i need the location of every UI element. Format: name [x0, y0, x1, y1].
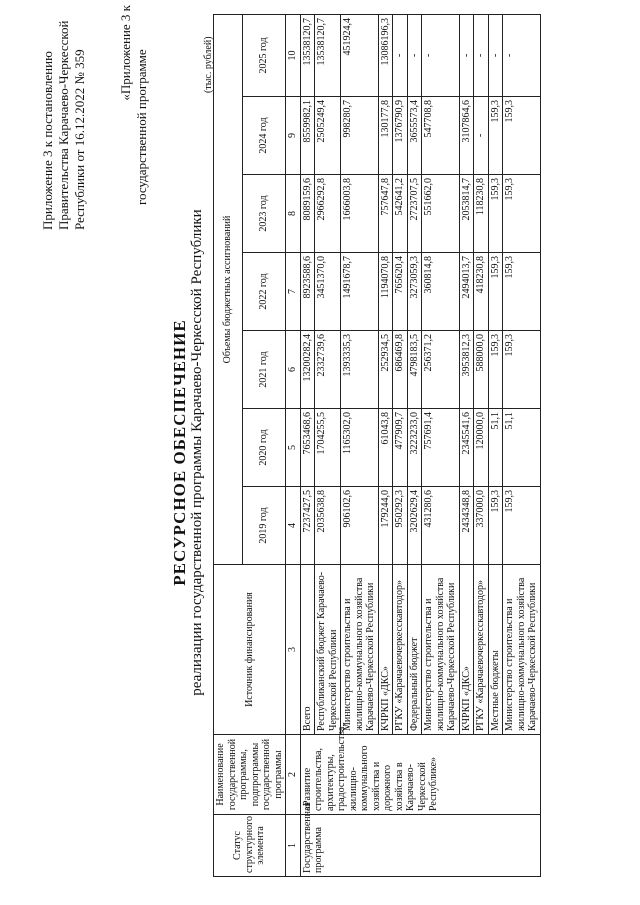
value-cell: 950292,3 — [393, 487, 408, 565]
value-cell: 3202629,4 — [407, 487, 422, 565]
source-cell: Министерство строительства и жилищно-коммунального хозяйства Карачаево-Черкесской Республики — [341, 565, 379, 735]
value-cell: 2723707,5 — [407, 175, 422, 253]
value-cell: - — [474, 14, 489, 96]
value-cell: 1194070,8 — [378, 253, 393, 331]
program-name-cell: «Развитие строительства, архитектуры, градостроительства, жилищно-коммунального хозяйства и дорожного хозяйства в Карачаево-Черкесской Республике» — [300, 735, 540, 815]
value-cell: 3273059,3 — [407, 253, 422, 331]
value-cell: 2035638,8 — [315, 487, 341, 565]
value-cell: 542641,2 — [393, 175, 408, 253]
appendix-ref-line: «Приложение 3 к — [118, 5, 133, 101]
source-cell: Всего — [300, 565, 315, 735]
header-volumes: Объемы бюджетных ассигнований — [214, 14, 243, 564]
value-cell: 130177,8 — [378, 97, 393, 175]
value-cell: 588000,0 — [474, 331, 489, 409]
value-cell: 13538120,7 — [315, 14, 341, 96]
source-cell: Министерство строительства и жилищно-коммунального хозяйства Карачаево-Черкесской Республики — [503, 565, 541, 735]
source-cell: КЧРКП «ДКС» — [378, 565, 393, 735]
column-number: 7 — [286, 253, 301, 331]
value-cell: 1704255,5 — [315, 409, 341, 487]
value-cell: 1376790,9 — [393, 97, 408, 175]
year-header: 2020 год — [243, 409, 286, 487]
resource-table — [213, 14, 541, 877]
year-header: 2023 год — [243, 175, 286, 253]
value-cell: 51,1 — [503, 409, 541, 487]
value-cell: 8089159,6 — [300, 175, 315, 253]
value-cell: 431280,6 — [422, 487, 460, 565]
value-cell: 3451370,0 — [315, 253, 341, 331]
value-cell: - — [422, 14, 460, 96]
header-program-name: Наименование государственной программы, подпрограммы государственной программы — [214, 735, 286, 815]
appendix-line: Приложение 3 к постановлению — [40, 51, 55, 230]
source-cell: Федеральный бюджет — [407, 565, 422, 735]
column-number: 4 — [286, 487, 301, 565]
value-cell: 2345541,6 — [459, 409, 474, 487]
value-cell: - — [503, 14, 541, 96]
value-cell: - — [459, 14, 474, 96]
document-title: РЕСУРСНОЕ ОБЕСПЕЧЕНИЕ — [170, 319, 189, 586]
value-cell: 120000,0 — [474, 409, 489, 487]
column-number: 10 — [286, 14, 301, 96]
appendix-reference — [118, 5, 150, 205]
value-cell: 7653468,6 — [300, 409, 315, 487]
source-cell: КЧРКП «ДКС» — [459, 565, 474, 735]
value-cell: 4798183,5 — [407, 331, 422, 409]
appendix-line: Республики от 16.12.2022 № 359 — [72, 49, 87, 230]
appendix-line: Правительства Карачаево-Черкесской — [56, 20, 71, 230]
appendix-ref-line: государственной программе — [134, 49, 149, 205]
table-row — [300, 14, 315, 876]
value-cell: 906102,6 — [341, 487, 379, 565]
value-cell: 51,1 — [488, 409, 503, 487]
column-number: 2 — [286, 735, 301, 815]
value-cell: 159,3 — [488, 175, 503, 253]
header-status: Статус структурного элемента — [214, 815, 286, 877]
value-cell: 765620,4 — [393, 253, 408, 331]
value-cell: 451924,4 — [341, 14, 379, 96]
value-cell: 13200282,4 — [300, 331, 315, 409]
value-cell: - — [488, 14, 503, 96]
value-cell: 2053814,7 — [459, 175, 474, 253]
value-cell: 7237427,5 — [300, 487, 315, 565]
value-cell: 159,3 — [503, 175, 541, 253]
value-cell: 8559982,1 — [300, 97, 315, 175]
value-cell: 159,3 — [503, 487, 541, 565]
source-cell: Республиканский бюджет Карачаево-Черкесской Республики — [315, 565, 341, 735]
value-cell: 159,3 — [488, 331, 503, 409]
column-number: 3 — [286, 565, 301, 735]
status-cell: Государственная программа — [300, 815, 540, 877]
value-cell: 159,3 — [488, 253, 503, 331]
value-cell: 3655573,4 — [407, 97, 422, 175]
value-cell: 2505249,4 — [315, 97, 341, 175]
year-header: 2022 год — [243, 253, 286, 331]
value-cell: 159,3 — [488, 487, 503, 565]
year-header: 2024 год — [243, 97, 286, 175]
value-cell: 118230,8 — [474, 175, 489, 253]
year-header: 2019 год — [243, 487, 286, 565]
value-cell: 3953812,3 — [459, 331, 474, 409]
value-cell: 337000,0 — [474, 487, 489, 565]
value-cell: 3223233,0 — [407, 409, 422, 487]
value-cell: 551662,0 — [422, 175, 460, 253]
value-cell: 61043,8 — [378, 409, 393, 487]
value-cell: 1165302,0 — [341, 409, 379, 487]
value-cell: 998280,7 — [341, 97, 379, 175]
column-numbers-row — [286, 14, 301, 876]
value-cell: 159,3 — [488, 97, 503, 175]
column-number: 9 — [286, 97, 301, 175]
value-cell: - — [393, 14, 408, 96]
value-cell: 13538120,7 — [300, 14, 315, 96]
value-cell: 757647,8 — [378, 175, 393, 253]
value-cell: 1393335,3 — [341, 331, 379, 409]
value-cell: 8923588,6 — [300, 253, 315, 331]
source-cell: РГКУ «Карачаевочеркесскавтодор» — [474, 565, 489, 735]
column-number: 5 — [286, 409, 301, 487]
value-cell: 159,3 — [503, 97, 541, 175]
value-cell: 2966292,8 — [315, 175, 341, 253]
value-cell: 2494013,7 — [459, 253, 474, 331]
header-source: Источник финансирования — [214, 565, 286, 735]
value-cell: 2332739,6 — [315, 331, 341, 409]
value-cell: 13086196,3 — [378, 14, 393, 96]
appendix-header — [40, 0, 88, 230]
value-cell: 418230,8 — [474, 253, 489, 331]
value-cell: 256371,2 — [422, 331, 460, 409]
value-cell: 3107864,6 — [459, 97, 474, 175]
value-cell: 252934,5 — [378, 331, 393, 409]
year-header: 2025 год — [243, 14, 286, 96]
value-cell: - — [407, 14, 422, 96]
value-cell: 1666003,8 — [341, 175, 379, 253]
value-cell: 360814,8 — [422, 253, 460, 331]
value-cell: 477909,7 — [393, 409, 408, 487]
year-header: 2021 год — [243, 331, 286, 409]
value-cell: 159,3 — [503, 331, 541, 409]
units-note: (тыс. рублей) — [203, 36, 214, 93]
source-cell: Местные бюджеты — [488, 565, 503, 735]
value-cell: 547708,8 — [422, 97, 460, 175]
value-cell: 1491678,7 — [341, 253, 379, 331]
column-number: 8 — [286, 175, 301, 253]
value-cell: - — [474, 97, 489, 175]
source-cell: РГКУ «Карачаевочеркесскавтодор» — [393, 565, 408, 735]
column-number: 1 — [286, 815, 301, 877]
value-cell: 179244,0 — [378, 487, 393, 565]
value-cell: 757691,4 — [422, 409, 460, 487]
value-cell: 686469,8 — [393, 331, 408, 409]
source-cell: Министерство строительства и жилищно-коммунального хозяйства Карачаево-Черкесской Республики — [422, 565, 460, 735]
value-cell: 159,3 — [503, 253, 541, 331]
document-subtitle: реализации государственной программы Карачаево-Черкесской Республики — [189, 209, 205, 696]
column-number: 6 — [286, 331, 301, 409]
value-cell: 2434348,8 — [459, 487, 474, 565]
